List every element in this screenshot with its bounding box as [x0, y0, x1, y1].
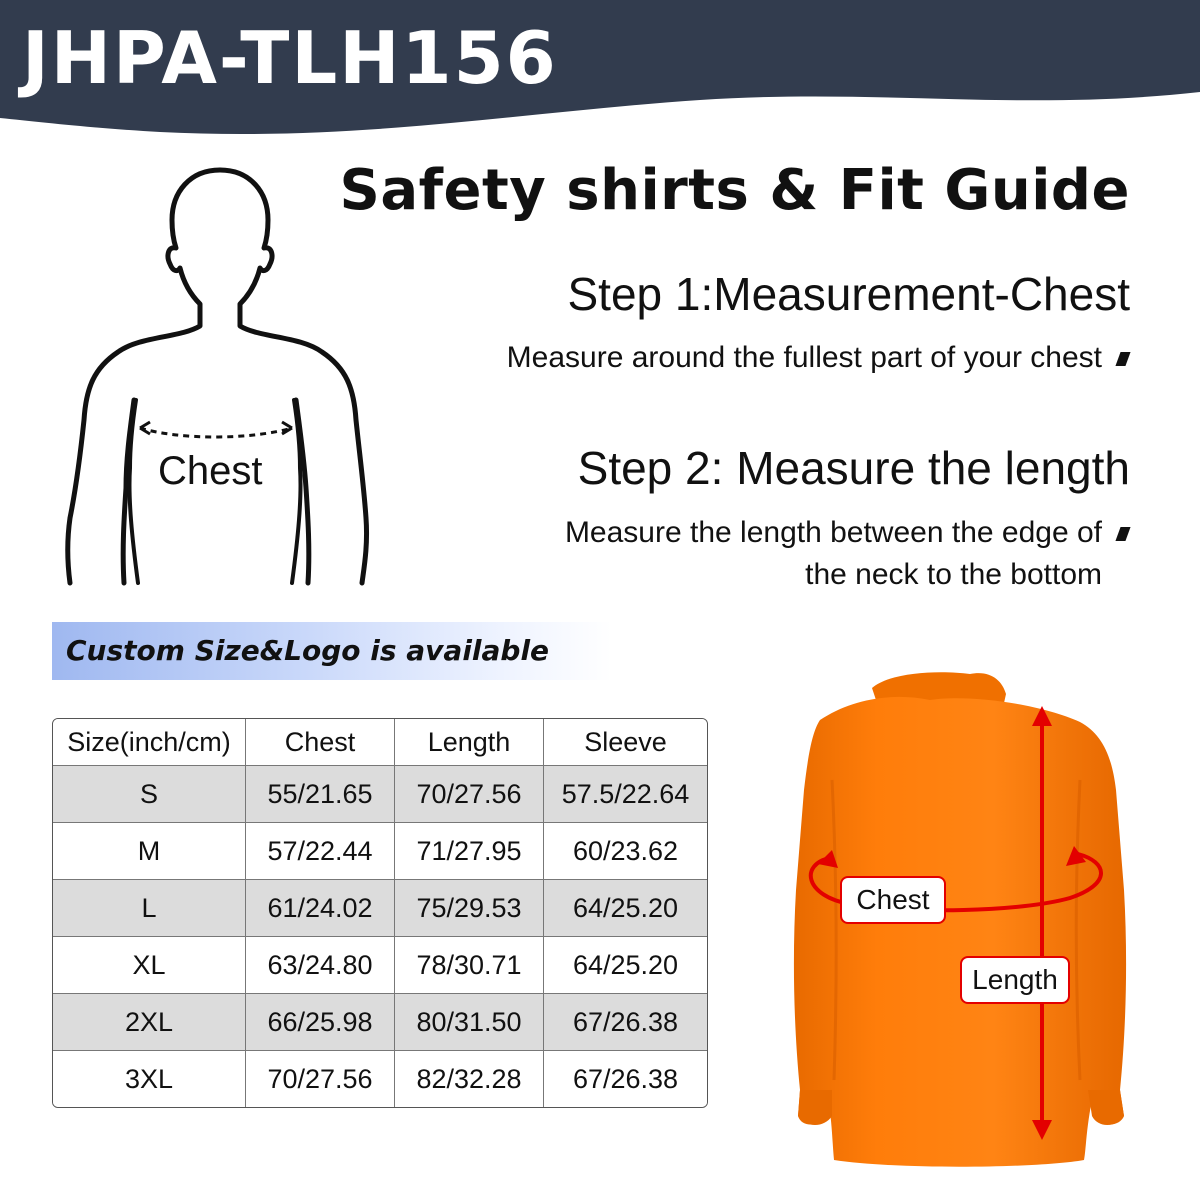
chest-cell: 61/24.02: [246, 880, 395, 937]
sleeve-cell: 64/25.20: [544, 880, 707, 937]
sleeve-cell: 60/23.62: [544, 823, 707, 880]
size-cell: 3XL: [53, 1051, 246, 1107]
size-cell: S: [53, 766, 246, 823]
chest-cell: 70/27.56: [246, 1051, 395, 1107]
chest-cell: 55/21.65: [246, 766, 395, 823]
length-cell: 70/27.56: [395, 766, 544, 823]
table-row: [53, 880, 707, 937]
table-row: [53, 1051, 707, 1107]
table-row: [53, 823, 707, 880]
custom-size-banner: [52, 622, 612, 680]
sleeve-cell: 67/26.38: [544, 1051, 707, 1107]
table-row: [53, 766, 707, 823]
step2-line: the neck to the bottom: [805, 558, 1102, 591]
step1-line: Measure around the fullest part of your chest: [506, 341, 1102, 374]
sleeve-cell: 64/25.20: [544, 937, 707, 994]
table-row: [53, 937, 707, 994]
header-chest: Chest: [246, 719, 395, 766]
header-size: Size(inch/cm): [53, 719, 246, 766]
sleeve-cell: 67/26.38: [544, 994, 707, 1051]
length-cell: 78/30.71: [395, 937, 544, 994]
size-table: [52, 718, 708, 1108]
length-cell: 80/31.50: [395, 994, 544, 1051]
header-length: Length: [395, 719, 544, 766]
header-banner: [0, 0, 1200, 150]
body-outline-icon: [60, 158, 380, 588]
size-cell: XL: [53, 937, 246, 994]
custom-size-text: Custom Size&Logo is available: [66, 634, 550, 667]
shirt-length-label: Length: [960, 956, 1070, 1004]
step1-description: [507, 337, 1102, 379]
step2-title: Step 2: Measure the length: [577, 442, 1130, 494]
figure-chest-label: Chest: [158, 449, 263, 493]
header-sleeve: Sleeve: [544, 719, 707, 766]
length-cell: 71/27.95: [395, 823, 544, 880]
step2-description: [565, 512, 1102, 596]
size-cell: L: [53, 880, 246, 937]
step2-line: Measure the length between the edge of: [564, 516, 1102, 549]
size-cell: 2XL: [53, 994, 246, 1051]
bullet-icon: [1115, 527, 1130, 541]
chest-cell: 66/25.98: [246, 994, 395, 1051]
step1-title: Step 1:Measurement-Chest: [567, 268, 1130, 320]
length-cell: 75/29.53: [395, 880, 544, 937]
chest-cell: 57/22.44: [246, 823, 395, 880]
length-cell: 82/32.28: [395, 1051, 544, 1107]
product-code-title: JHPA-TLH156: [22, 16, 558, 100]
bullet-icon: [1115, 352, 1130, 366]
table-row: [53, 994, 707, 1051]
sleeve-cell: 57.5/22.64: [544, 766, 707, 823]
chest-cell: 63/24.80: [246, 937, 395, 994]
table-header-row: [53, 719, 707, 766]
size-cell: M: [53, 823, 246, 880]
guide-title: Safety shirts & Fit Guide: [339, 158, 1130, 223]
shirt-chest-label: Chest: [840, 876, 946, 924]
